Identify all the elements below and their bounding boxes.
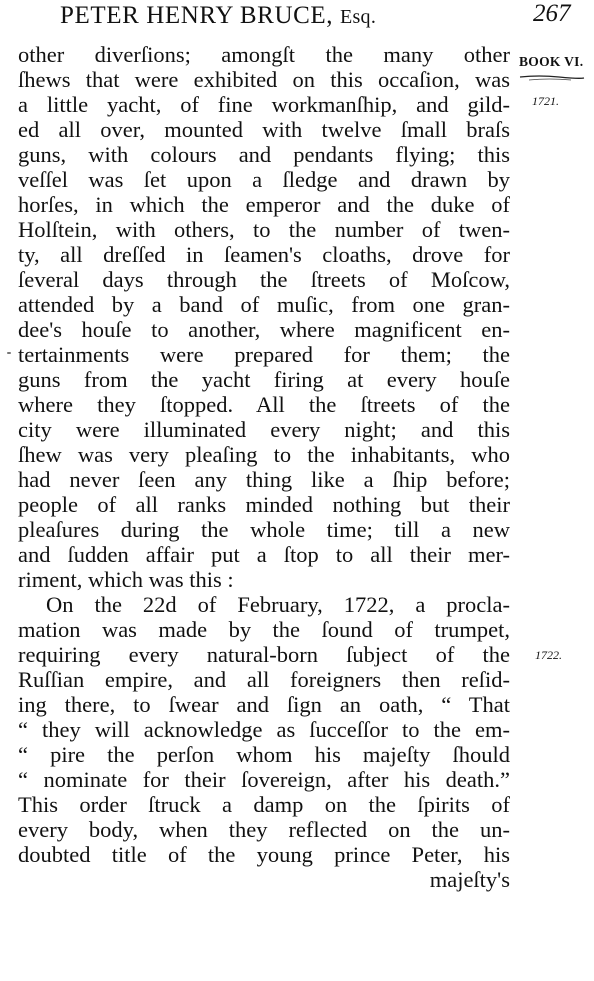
text-line: This order ſtruck a damp on the ſpirits of — [18, 792, 510, 817]
text-line: veſſel was ſet upon a ſledge and drawn by — [18, 167, 510, 192]
text-line: riment, which was this : — [18, 567, 234, 592]
text-line: people of all ranks minded nothing but their — [18, 492, 510, 517]
margin-note-year-1722: 1722. — [535, 648, 562, 662]
text-line: horſes, in which the emperor and the duke of — [18, 192, 510, 217]
text-line: ty, all dreſſed in ſeamen's cloaths, drove for — [18, 242, 510, 267]
text-line: “ pire the perſon whom his majeſty ſhould — [18, 742, 510, 767]
text-line: other diverſions; amongſt the many other — [18, 42, 510, 67]
margin-note-book: BOOK VI. — [519, 54, 584, 69]
ink-speck — [7, 352, 11, 354]
text-line: ſeveral days through the ſtreets of Moſcow, — [18, 267, 510, 292]
text-line: had never ſeen any thing like a ſhip before; — [18, 467, 510, 492]
text-line: Holſtein, with others, to the number of twen- — [18, 217, 510, 242]
margin-flourish-rule — [519, 74, 585, 82]
text-line: doubted title of the young prince Peter, his — [18, 842, 510, 867]
text-line: city were illuminated every night; and this — [18, 417, 510, 442]
page-number: 267 — [533, 0, 571, 27]
text-line: mation was made by the ſound of trumpet, — [18, 617, 510, 642]
text-line: “ they will acknowledge as ſucceſſor to the em- — [18, 717, 510, 742]
text-line: pleaſures during the whole time; till a new — [18, 517, 510, 542]
text-line: tertainments were prepared for them; the — [18, 342, 510, 367]
text-line: guns, with colours and pendants flying; this — [18, 142, 510, 167]
margin-note-year-1721: 1721. — [532, 94, 559, 108]
text-line: every body, when they reflected on the un- — [18, 817, 510, 842]
text-line: ſhews that were exhibited on this occaſion, was — [18, 67, 510, 92]
text-line: Ruſſian empire, and all foreigners then reſid- — [18, 667, 510, 692]
running-title-esq: Esq. — [339, 6, 377, 28]
text-line: guns from the yacht firing at every houſe — [18, 367, 510, 392]
catchword: majeſty's — [429, 867, 510, 892]
text-line-paragraph-start: On the 22d of February, 1722, a procla- — [46, 592, 510, 617]
text-line: a little yacht, of fine workmanſhip, and gild- — [18, 92, 510, 117]
text-line: ed all over, mounted with twelve ſmall braſs — [18, 117, 510, 142]
text-line: and ſudden affair put a ſtop to all their mer- — [18, 542, 510, 567]
text-line: dee's houſe to another, where magnificent en- — [18, 317, 510, 342]
text-line: where they ſtopped. All the ſtreets of the — [18, 392, 510, 417]
body-text — [18, 42, 510, 892]
running-head — [60, 2, 376, 30]
text-line: “ nominate for their ſovereign, after his death.” — [18, 767, 510, 792]
text-line: ing there, to ſwear and ſign an oath, “ That — [18, 692, 510, 717]
running-title: PETER HENRY BRUCE, — [60, 2, 334, 29]
text-line: ſhew was very pleaſing to the inhabitants, who — [18, 442, 510, 467]
text-line: requiring every natural-born ſubject of the — [18, 642, 510, 667]
text-line: attended by a band of muſic, from one gran- — [18, 292, 510, 317]
